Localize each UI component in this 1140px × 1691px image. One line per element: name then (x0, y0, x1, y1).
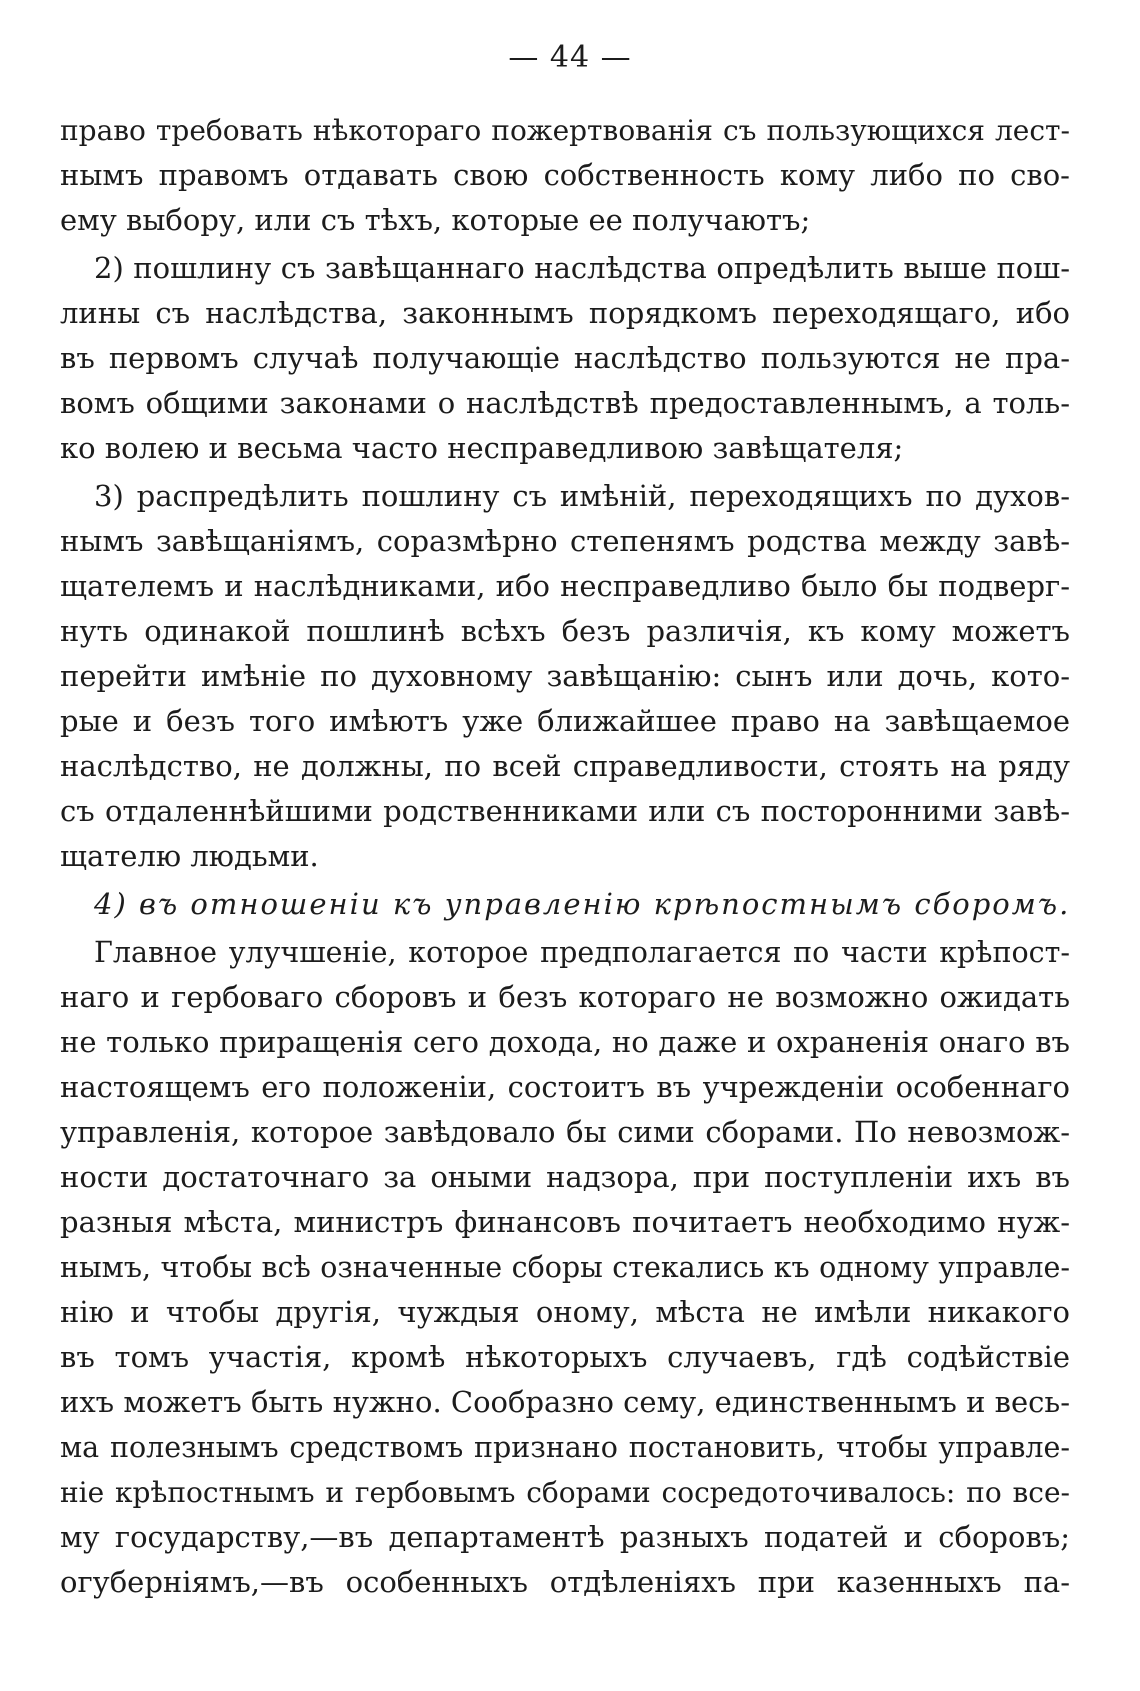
text-line: ему выбору, или съ тѣхъ, которые ее получаютъ; (60, 203, 811, 237)
text-line: ко волею и весьма часто несправедливою завѣщателя; (60, 431, 904, 465)
text-line: Главное улучшеніе, которое предполагается по части крѣпост- (94, 936, 1070, 969)
text-line: не только приращенія сего дохода, но даже и охраненія онаго въ (60, 1025, 1070, 1059)
section-heading: 4) въ отношеніи къ управленію крѣпостнымъ сборомъ. (94, 887, 1070, 921)
text-line: ихъ можетъ быть нужно. Сообразно сему, единственнымъ и весь- (60, 1385, 1070, 1419)
text-line: нуть одинакой пошлинѣ всѣхъ безъ различія, къ кому можетъ (60, 614, 1070, 648)
text-line: управленія, которое завѣдовало бы сими сборами. По невозмож- (60, 1115, 1070, 1149)
text-line: лины съ наслѣдства, законнымъ порядкомъ переходящаго, ибо (60, 296, 1070, 330)
text-line: нію и чтобы другія, чуждыя оному, мѣста не имѣли никакого (60, 1295, 1070, 1329)
text-line: настоящемъ его положеніи, состоитъ въ учрежденіи особеннаго (60, 1070, 1070, 1104)
text-line: щателю людьми. (60, 839, 319, 873)
text-line: право требовать нѣкотораго пожертвованія съ пользующихся лест- (60, 114, 1070, 147)
text-line: вомъ общими законами о наслѣдствѣ предоставленнымъ, а толь- (60, 386, 1070, 420)
text-line: наго и гербоваго сборовъ и безъ котораго не возможно ожидать (60, 980, 1070, 1014)
page-number: — 44 — (508, 40, 632, 75)
text-line: огуберніямъ,—въ особенныхъ отдѣленіяхъ при казенныхъ па- (60, 1565, 1070, 1599)
text-line: щателемъ и наслѣдниками, ибо несправедливо было бы подверг- (60, 569, 1070, 603)
text-line: му государству,—въ департаментѣ разныхъ податей и сборовъ; (60, 1520, 1070, 1554)
text-line: въ томъ участія, кромѣ нѣкоторыхъ случаевъ, гдѣ содѣйствіе (60, 1340, 1070, 1374)
text-line: разныя мѣста, министръ финансовъ почитаетъ необходимо нуж- (60, 1205, 1070, 1239)
text-line: нымъ, чтобы всѣ означенные сборы стекались къ одному управле- (60, 1251, 1070, 1284)
text-line: наслѣдство, не должны, по всей справедливости, стоять на ряду (60, 749, 1070, 783)
text-line: въ первомъ случаѣ получающіе наслѣдство пользуются не пра- (60, 341, 1070, 375)
text-line: 2) пошлину съ завѣщаннаго наслѣдства опредѣлить выше пош- (94, 251, 1070, 285)
text-line: ности достаточнаго за оными надзора, при поступленіи ихъ въ (60, 1160, 1070, 1194)
text-line: ма полезнымъ средствомъ признано постановить, чтобы управле- (60, 1431, 1070, 1464)
text-line: перейти имѣніе по духовному завѣщанію: сынъ или дочь, кото- (60, 659, 1070, 693)
text-line: 3) распредѣлить пошлину съ имѣній, переходящихъ по духов- (94, 479, 1070, 513)
text-line: ніе крѣпостнымъ и гербовымъ сборами сосредоточивалось: по все- (60, 1476, 1070, 1509)
text-line: съ отдаленнѣйшими родственниками или съ посторонними завѣ- (60, 794, 1070, 828)
text-line: нымъ правомъ отдавать свою собственность кому либо по сво- (60, 158, 1070, 192)
text-line: нымъ завѣщаніямъ, соразмѣрно степенямъ родства между завѣ- (60, 524, 1070, 558)
text-line: рые и безъ того имѣютъ уже ближайшее право на завѣщаемое (60, 704, 1070, 738)
body-text (60, 108, 1070, 1605)
